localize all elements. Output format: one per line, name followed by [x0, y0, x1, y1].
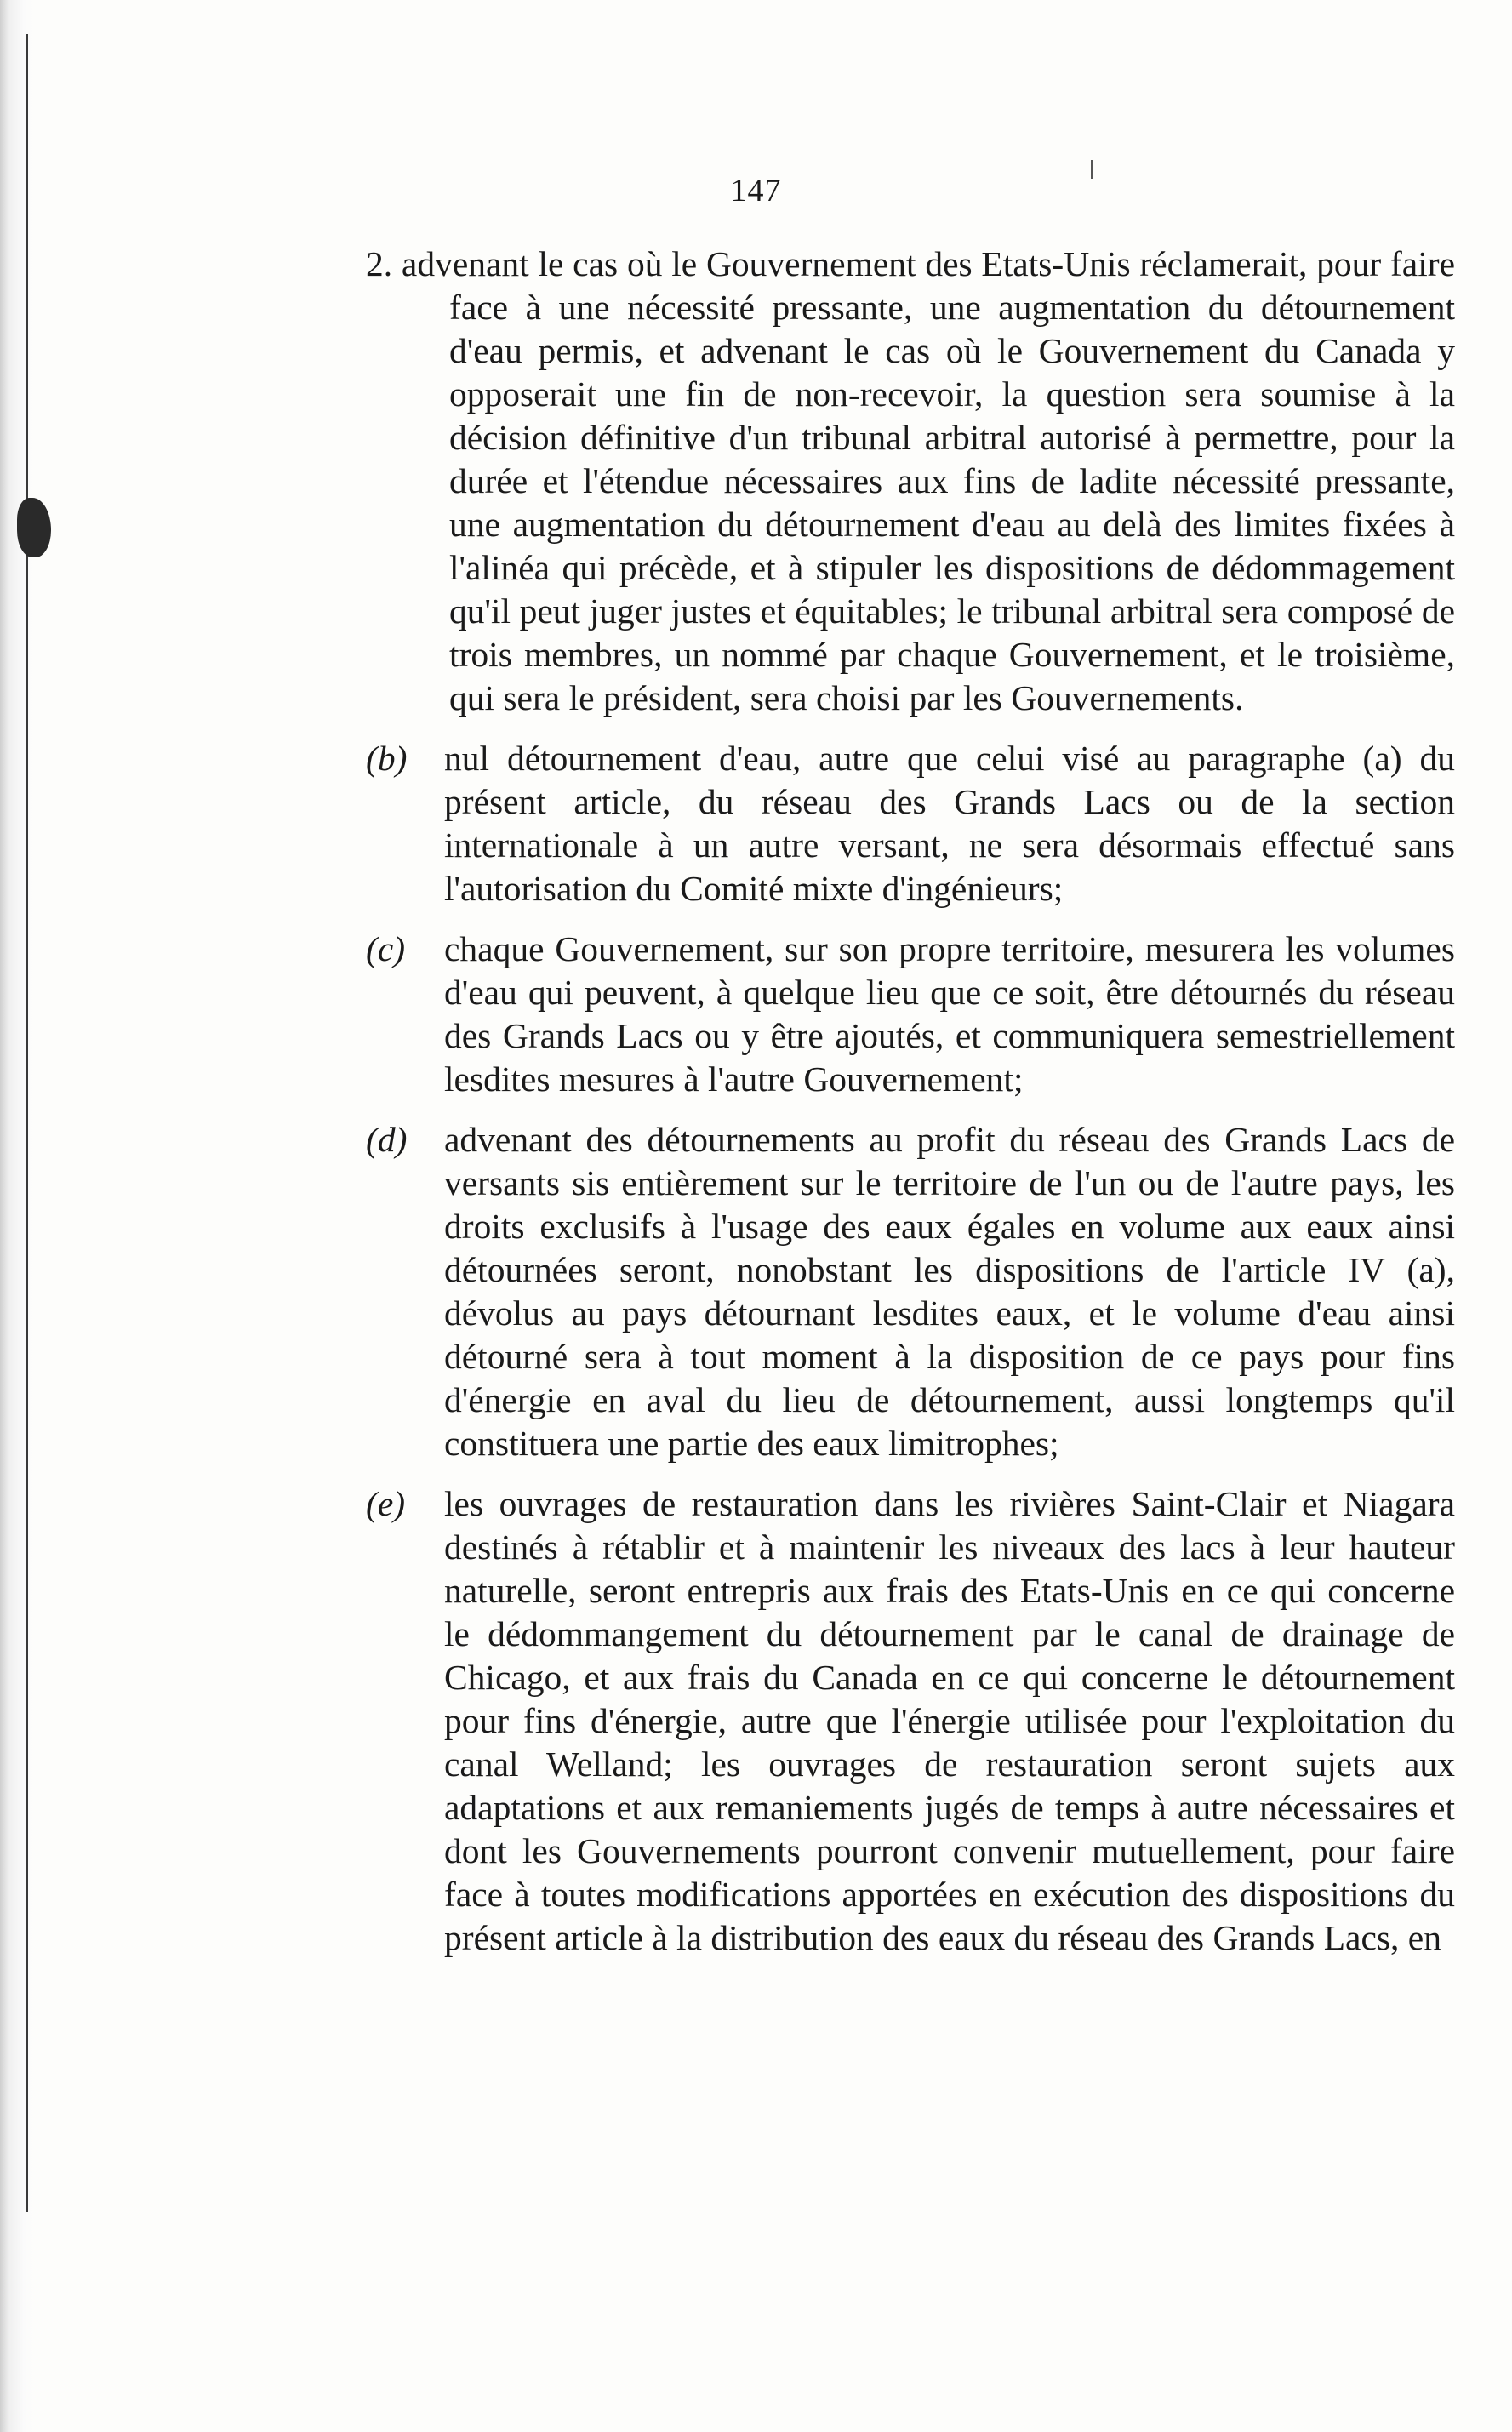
- binding-shadow-line: [26, 34, 28, 2212]
- paragraph-c-text: chaque Gouvernement, sur son propre territoire, mesurera les volumes d'eau qui peuvent, à quelque lieu que ce soit, être détournés du réseau des Grands Lacs ou y être ajoutés, et communiquera semestriellement lesdites mesures à l'autre Gouvernement;: [444, 929, 1455, 1099]
- subparagraph-2: [366, 243, 1455, 720]
- paragraph-c-label: (c): [366, 929, 406, 968]
- paragraph-e-text: les ouvrages de restauration dans les rivières Saint-Clair et Niagara destinés à rétablir et à maintenir les niveaux des lacs à leur hauteur naturelle, seront entrepris aux frais des Etats-Unis en ce qui concerne le dédommangement du détournement par le canal de drainage de Chicago, et aux frais du Canada en ce qui concerne le détournement pour fins d'énergie, autre que l'énergie utilisée pour l'exploitation du canal Welland; les ouvrages de restauration seront sujets aux adaptations et aux remaniements jugés de temps à autre nécessaires et dont les Gouvernements pourront convenir mutuellement, pour faire face à toutes modifications apportées en exécution des dispositions du présent article à la distribution des eaux du réseau des Grands Lacs, en: [444, 1484, 1455, 1957]
- binding-ink-mark: [17, 498, 51, 557]
- paragraph-e-label: (e): [366, 1484, 406, 1523]
- paragraph-d-text: advenant des détournements au profit du réseau des Grands Lacs de versants sis entièrement sur le territoire de l'un ou de l'autre pays, les droits exclusifs à l'usage des eaux égales en volume aux eaux ainsi détournées seront, nonobstant les dispositions de l'article IV (a), dévolus au pays détournant lesdites eaux, et le volume d'eau ainsi détourné sera à tout moment à la disposition de ce pays pour fins d'énergie en aval du lieu de détournement, aussi longtemps qu'il constituera une partie des eaux limitrophes;: [444, 1120, 1455, 1463]
- subparagraph-2-text: 2. advenant le cas où le Gouvernement des Etats-Unis réclamerait, pour faire face à une nécessité pressante, une augmentation du détournement d'eau permis, et advenant le cas où le Gouvernement du Canada y opposerait une fin de non-recevoir, la question sera soumise à la décision définitive d'un tribunal arbitral autorisé à permettre, pour la durée et l'étendue nécessaires aux fins de ladite nécessité pressante, une augmentation du détournement d'eau au delà des limites fixées à l'alinéa qui précède, et à stipuler les dispositions de dédommagement qu'il peut juger justes et équitables; le tribunal arbitral sera composé de trois membres, un nommé par chaque Gouvernement, et le troisième, qui sera le président, sera choisi par les Gouvernements.: [366, 244, 1455, 717]
- paragraph-e: [366, 1482, 1455, 1960]
- paragraph-b-label: (b): [366, 739, 408, 778]
- article-body: [366, 243, 1455, 1977]
- paragraph-b: [366, 737, 1455, 911]
- paragraph-c: [366, 928, 1455, 1101]
- paragraph-d: [366, 1118, 1455, 1465]
- page-number: 147: [730, 173, 782, 208]
- paragraph-d-label: (d): [366, 1120, 408, 1159]
- paragraph-b-text: nul détournement d'eau, autre que celui visé au paragraphe (a) du présent article, du réseau des Grands Lacs ou de la section internationale à un autre versant, ne sera désormais effectué sans l'autorisation du Comité mixte d'ingénieurs;: [444, 739, 1455, 908]
- binding-edge: [0, 0, 34, 2432]
